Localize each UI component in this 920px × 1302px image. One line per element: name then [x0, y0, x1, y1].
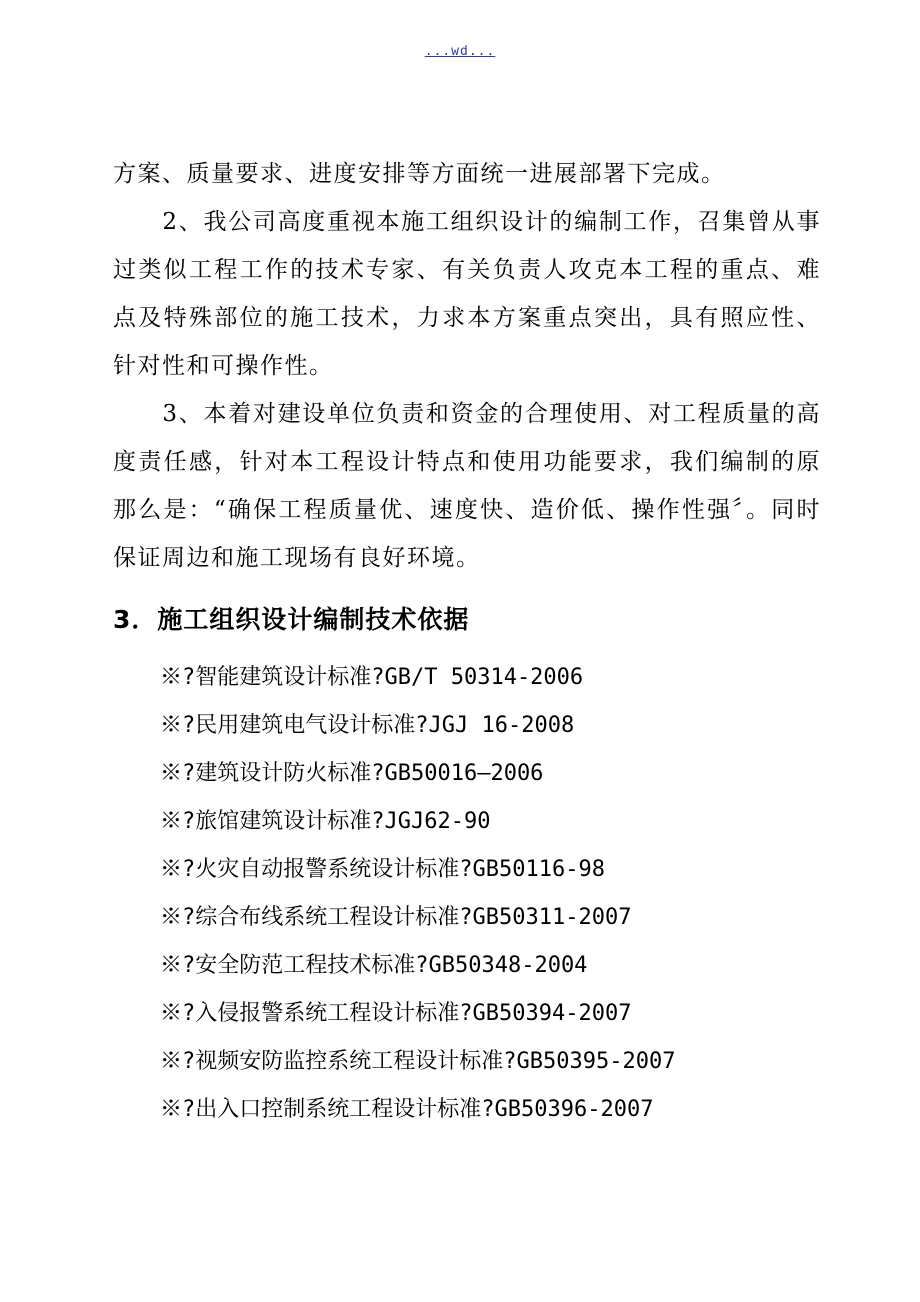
- list-item: [160, 1038, 675, 1086]
- list-item: [160, 750, 675, 798]
- reference-text: ※?出入口控制系统工程设计标准?GB50396-2007: [160, 1097, 654, 1122]
- list-item: [160, 1086, 675, 1134]
- reference-text: ※?民用建筑电气设计标准?JGJ 16-2008: [160, 713, 575, 738]
- list-item: [160, 990, 675, 1038]
- reference-text: ※?建筑设计防火标准?GB50016—2006: [160, 761, 544, 786]
- list-item: [160, 942, 675, 990]
- reference-text: ※?安全防范工程技术标准?GB50348-2004: [160, 953, 588, 978]
- list-item: [160, 894, 675, 942]
- page-header-mark: ...wd...: [424, 44, 496, 59]
- reference-list: [160, 654, 675, 1134]
- reference-text: ※?旅馆建筑设计标准?JGJ62-90: [160, 809, 491, 834]
- paragraph-item-3: 3、本着对建设单位负责和资金的合理使用、对工程质量的高度责任感，针对本工程设计特点和使用功能要求，我们编制的原那么是：“确保工程质量优、速度快、造价低、操作性强〞。同时保证周边和施工现场有良好环境。: [113, 401, 821, 571]
- reference-text: ※?火灾自动报警系统设计标准?GB50116-98: [160, 857, 605, 882]
- paragraph-item-2: 2、我公司高度重视本施工组织设计的编制工作，召集曾从事过类似工程工作的技术专家、有关负责人攻克本工程的重点、难点及特殊部位的施工技术，力求本方案重点突出，具有照应性、针对性和可操作性。: [113, 209, 821, 379]
- reference-text: ※?视频安防监控系统工程设计标准?GB50395-2007: [160, 1049, 676, 1074]
- reference-text: ※?入侵报警系统工程设计标准?GB50394-2007: [160, 1001, 632, 1026]
- list-item: [160, 798, 675, 846]
- reference-text: ※?智能建筑设计标准?GB/T 50314-2006: [160, 665, 584, 690]
- list-item: [160, 846, 675, 894]
- paragraph-continuation: 方案、质量要求、进度安排等方面统一进展部署下完成。: [113, 161, 726, 187]
- section-heading: 3．施工组织设计编制技术依据: [113, 605, 470, 634]
- list-item: [160, 654, 675, 702]
- reference-text: ※?综合布线系统工程设计标准?GB50311-2007: [160, 905, 632, 930]
- list-item: [160, 702, 675, 750]
